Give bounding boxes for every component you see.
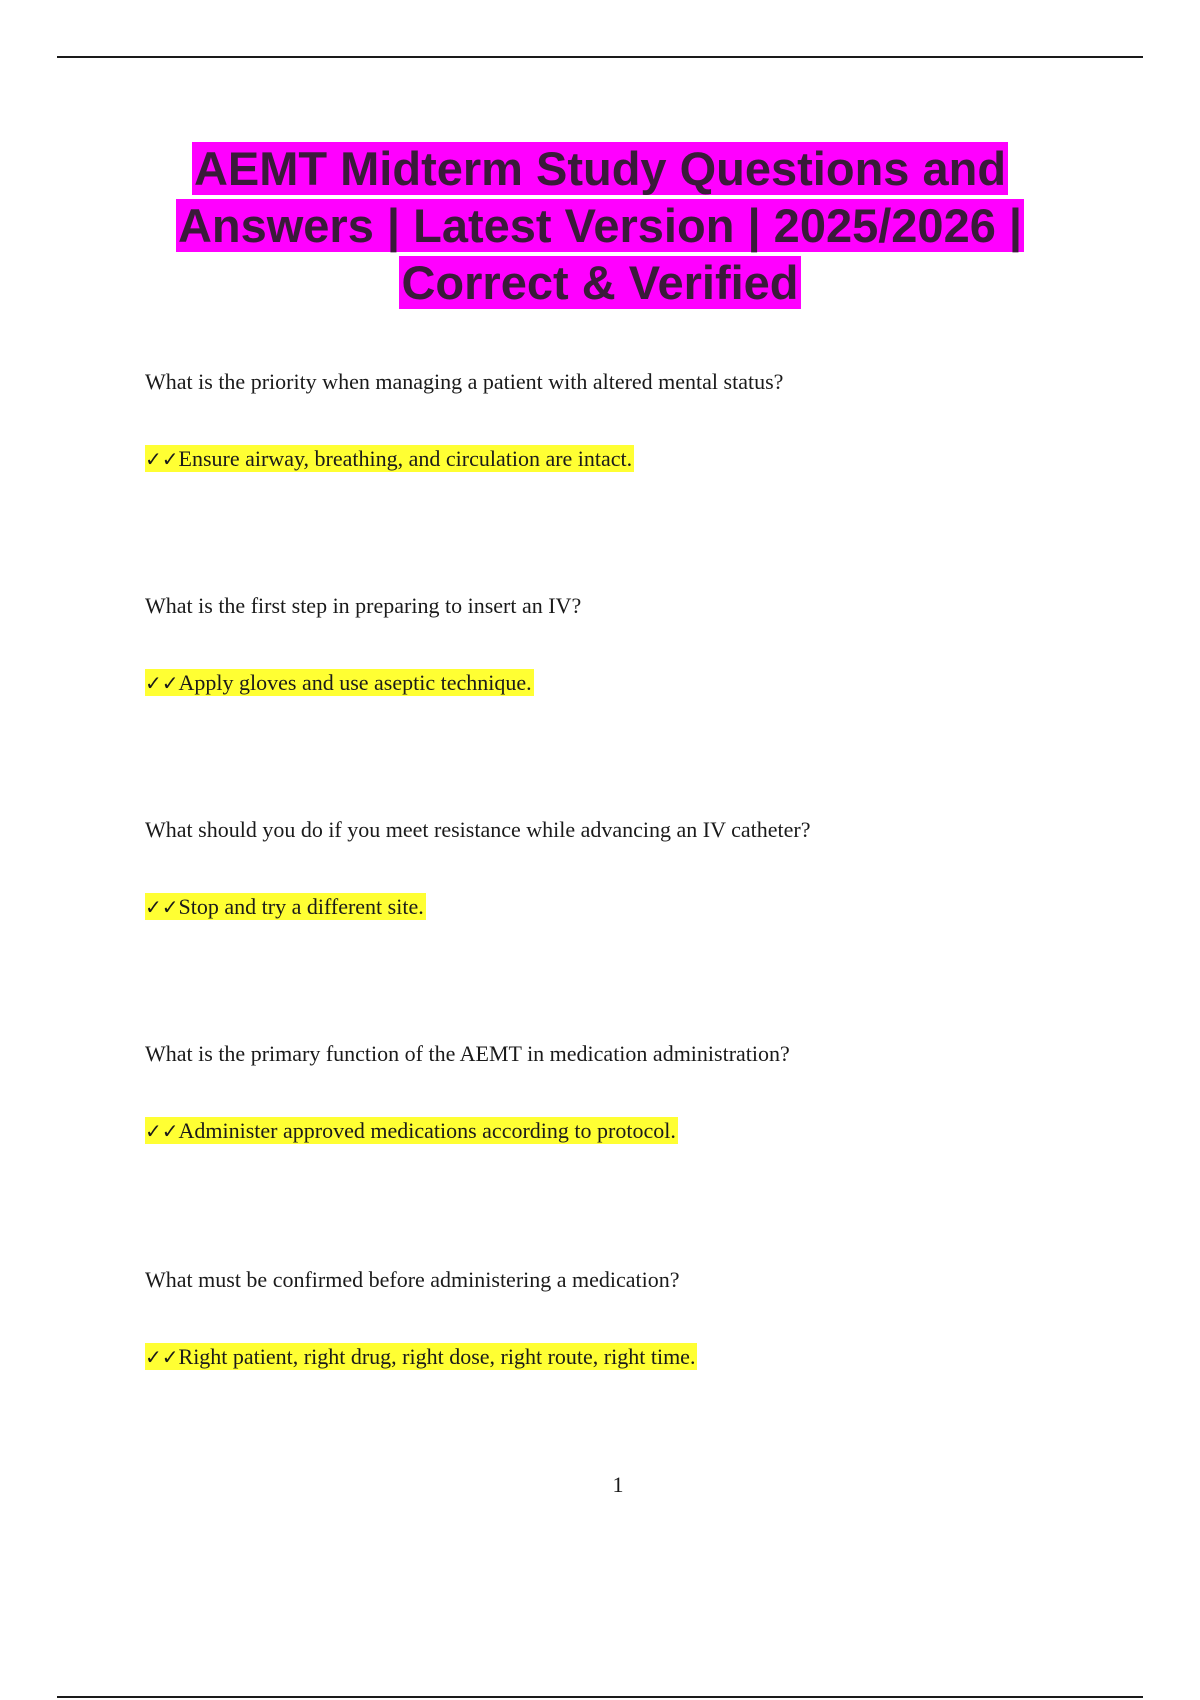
qa-item bbox=[145, 368, 1105, 471]
check-icon: ✓✓ bbox=[145, 447, 179, 471]
qa-item bbox=[145, 1040, 1105, 1143]
answer bbox=[145, 669, 534, 697]
check-icon: ✓✓ bbox=[145, 895, 179, 919]
answer-text: Right patient, right drug, right dose, right route, right time. bbox=[178, 1344, 696, 1369]
question-text: What is the first step in preparing to insert an IV? bbox=[145, 593, 582, 618]
answer bbox=[145, 1117, 678, 1145]
title-line-3: Correct & Verified bbox=[401, 256, 799, 309]
check-icon: ✓✓ bbox=[145, 1345, 179, 1369]
answer-text: Administer approved medications according to protocol. bbox=[178, 1118, 676, 1143]
check-icon: ✓✓ bbox=[145, 1119, 179, 1143]
question-text: What is the priority when managing a patient with altered mental status? bbox=[145, 369, 784, 394]
qa-item bbox=[145, 1266, 1105, 1369]
qa-item bbox=[145, 816, 1105, 919]
check-icon: ✓✓ bbox=[145, 671, 179, 695]
answer-text: Apply gloves and use aseptic technique. bbox=[178, 670, 532, 695]
bottom-rule bbox=[57, 1696, 1143, 1698]
answer bbox=[145, 1343, 697, 1371]
answer bbox=[145, 893, 426, 921]
question-text: What must be confirmed before administering a medication? bbox=[145, 1267, 680, 1292]
qa-item bbox=[145, 592, 1105, 695]
title-line-1: AEMT Midterm Study Questions and bbox=[193, 142, 1007, 195]
question-text: What should you do if you meet resistance while advancing an IV catheter? bbox=[145, 817, 811, 842]
page-number: 1 bbox=[612, 1472, 624, 1497]
document-title bbox=[100, 140, 1100, 311]
top-rule bbox=[57, 56, 1143, 58]
title-line-2: Answers | Latest Version | 2025/2026 | bbox=[177, 199, 1023, 252]
answer-text: Ensure airway, breathing, and circulation are intact. bbox=[178, 446, 633, 471]
answer-text: Stop and try a different site. bbox=[178, 894, 424, 919]
question-text: What is the primary function of the AEMT in medication administration? bbox=[145, 1041, 790, 1066]
answer bbox=[145, 445, 634, 473]
